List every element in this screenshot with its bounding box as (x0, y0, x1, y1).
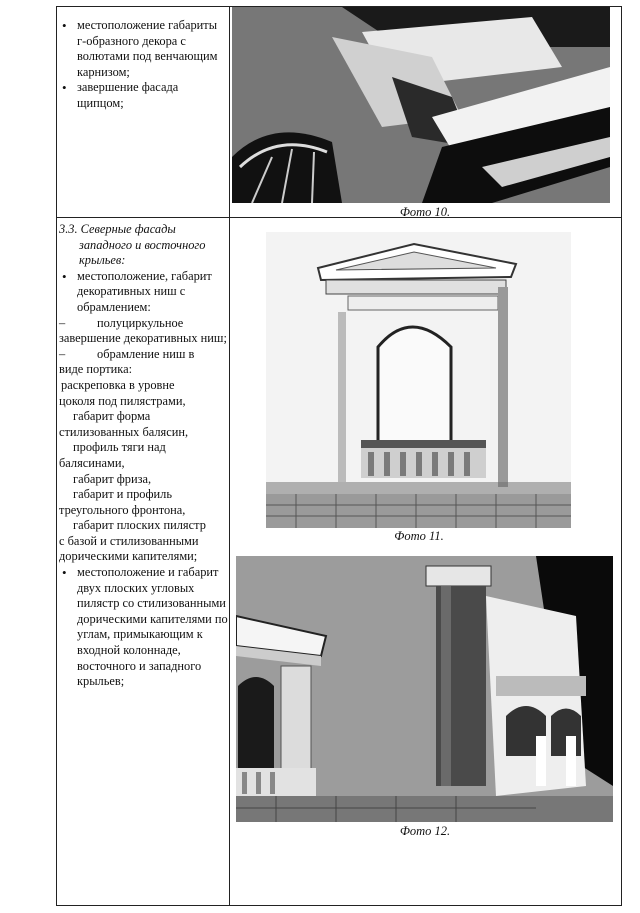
caption-photo-11: Фото 11. (394, 529, 444, 543)
caption-photo-10: Фото 10. (399, 205, 451, 219)
bullet-item: • местоположение и габарит двух плоских угловых пилястр со стилизованными дорическими капителями по углам, примыкающим к входной колоннаде, восточного и западного крыльев; (59, 565, 229, 690)
section-heading: 3.3. Северные фасады западного и восточного крыльев: (59, 222, 206, 268)
top-bullets (59, 18, 227, 112)
photo-11 (266, 232, 571, 528)
dash-item: – полуциркульное завершение декоративных ниш; (59, 315, 227, 346)
caption-photo-12: Фото 12. (399, 824, 451, 838)
section-3-3 (59, 222, 229, 690)
dash-item: – обрамление ниш в виде портика: (59, 346, 195, 377)
bullet-item: • местоположение, габарит декоративных ниш с обрамлением: (59, 269, 229, 316)
bullet-item: • завершение фасада щипцом; (59, 80, 227, 111)
row-divider (56, 217, 622, 218)
photo-12 (236, 556, 613, 822)
bullet-item: • местоположение габариты г-образного декора с волютами под венчающим карнизом; (59, 18, 227, 80)
column-divider (229, 6, 230, 906)
photo-10 (232, 7, 610, 203)
portico-list: раскреповка в уровне цоколя под пилястрами, габарит форма стилизованных балясин, профиль тяги над балясинами, габарит фриза, габарит и профиль треугольного фронтона, габарит плоских пилястр с базой и стилизованными дорическими капителями; (59, 377, 206, 564)
